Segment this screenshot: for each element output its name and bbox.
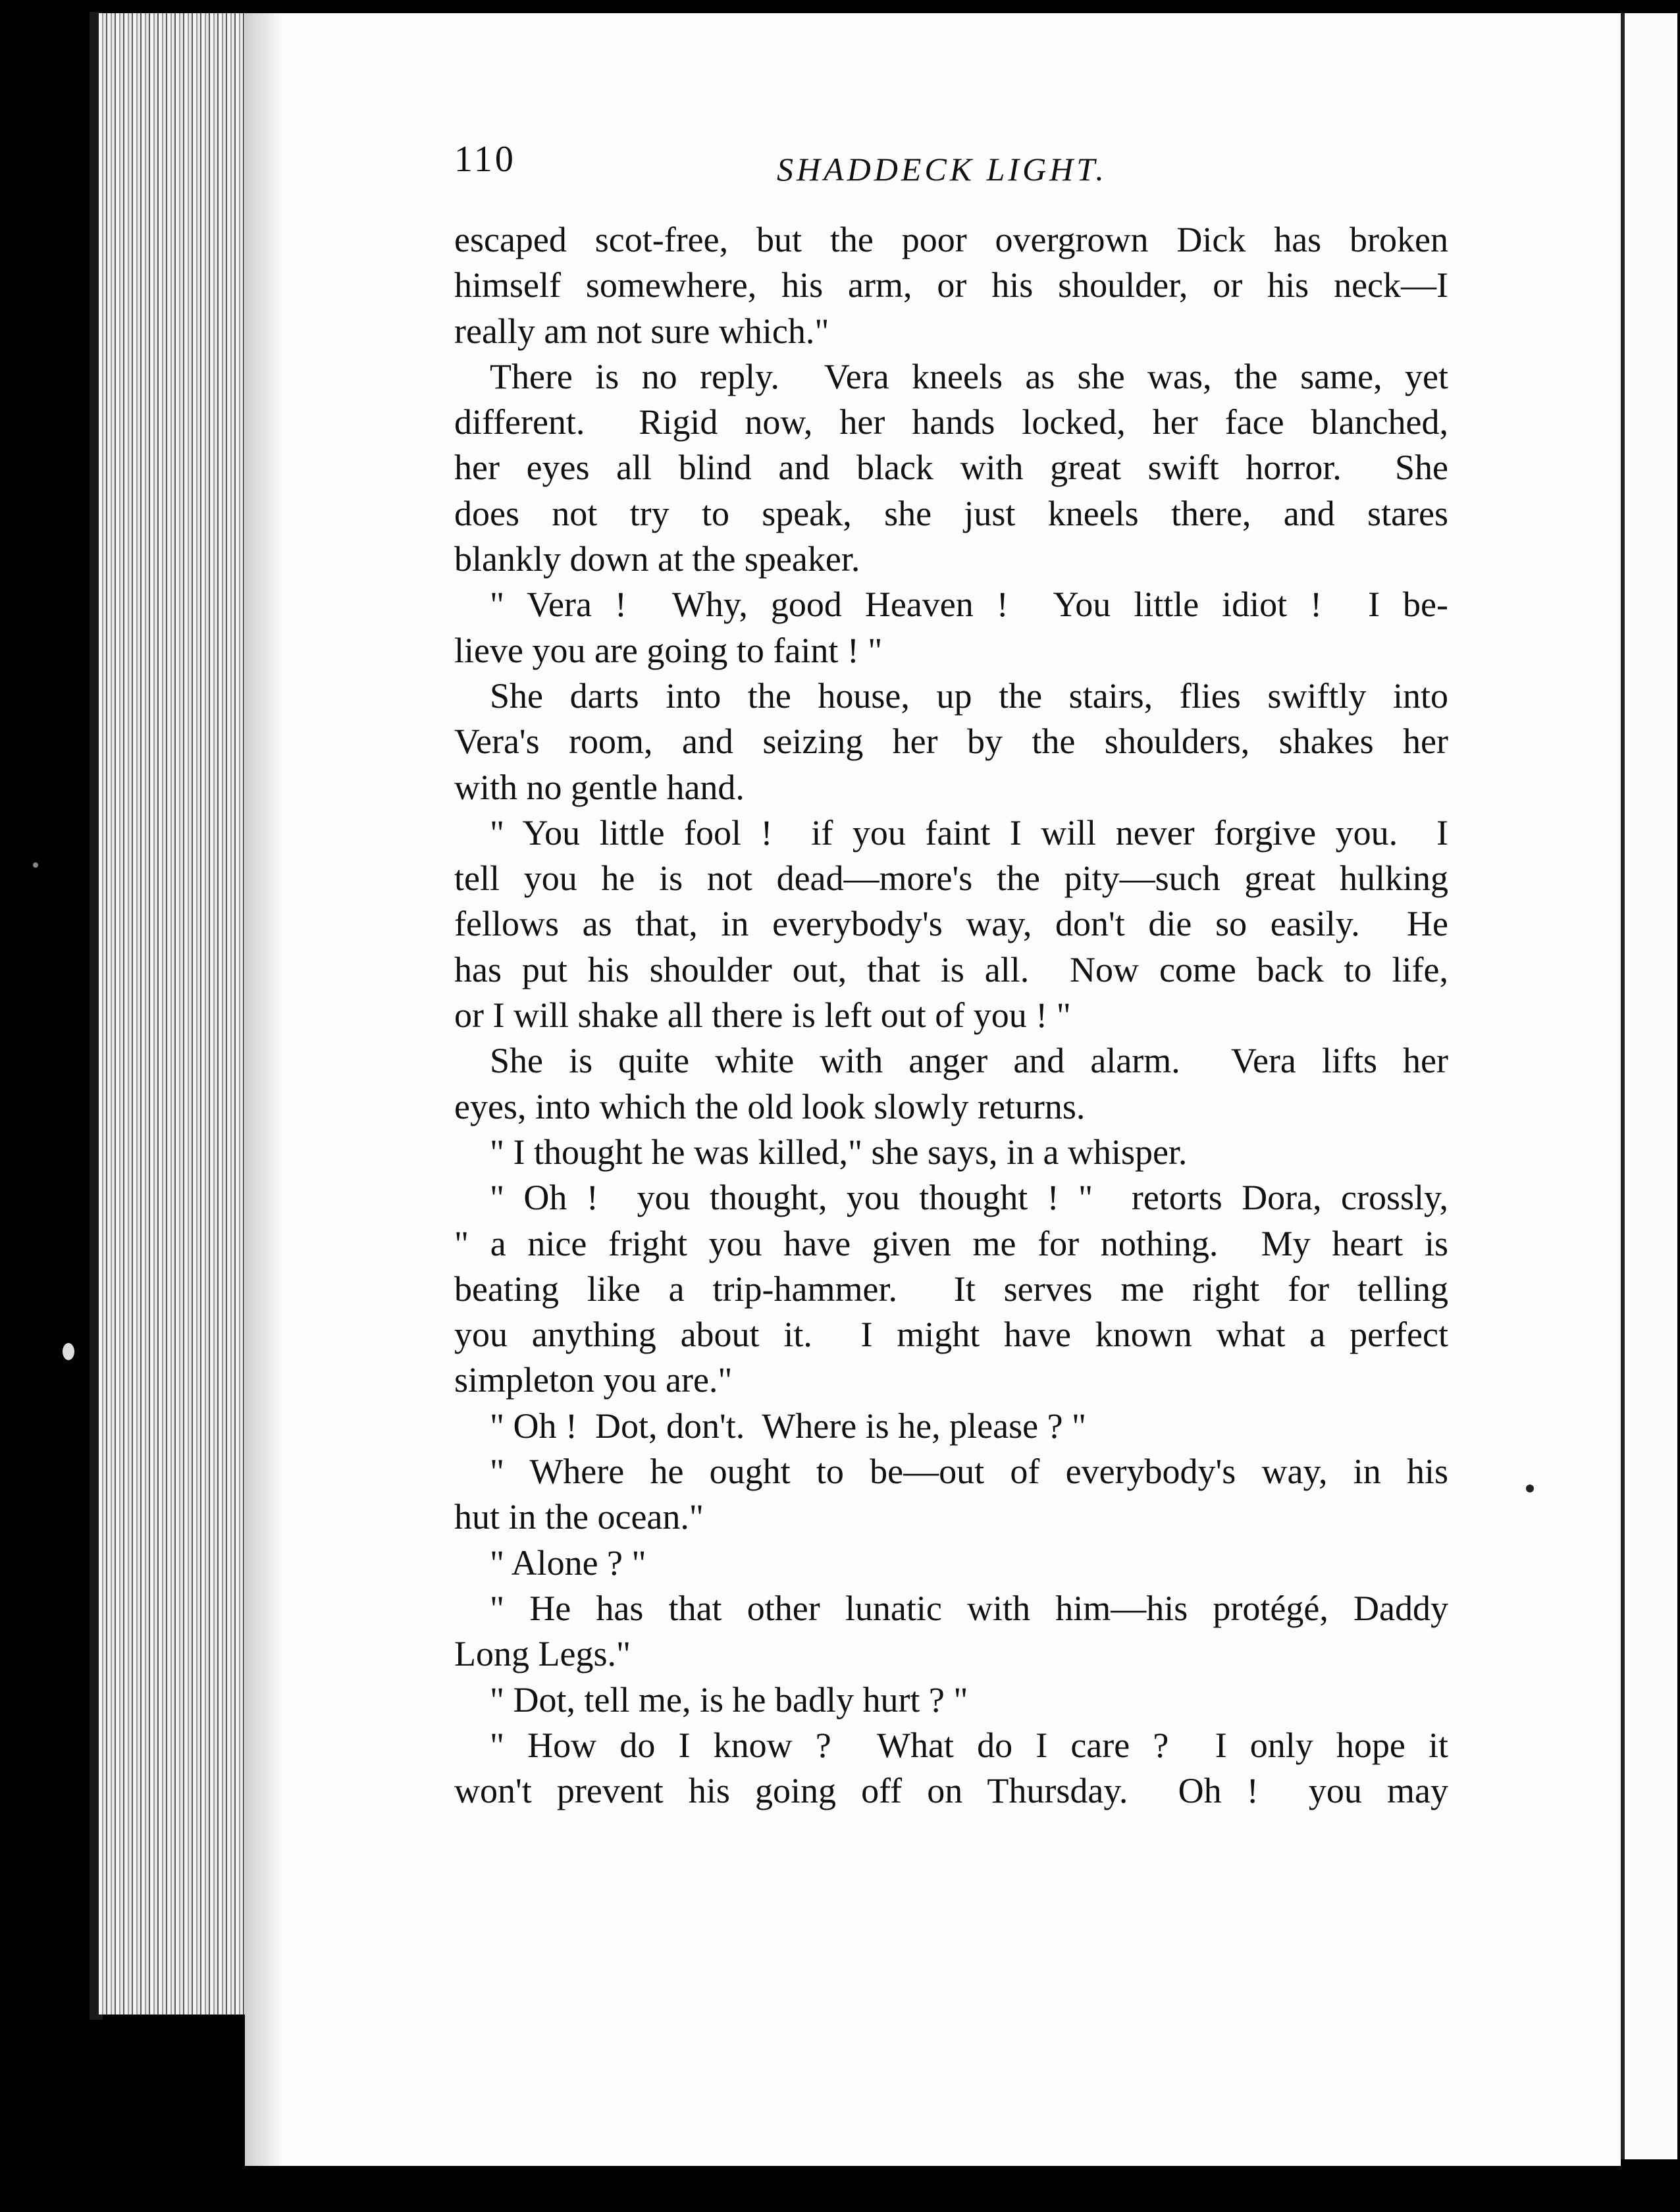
text-line: " You little fool ! if you faint I will never forgive you. I — [490, 812, 1448, 853]
text-line: simpleton you are." — [454, 1360, 733, 1400]
text-line: does not try to speak, she just kneels there, and stares — [454, 493, 1448, 533]
text-line: " Vera ! Why, good Heaven ! You little idiot ! I be- — [490, 585, 1448, 625]
text-line: " a nice fright you have given me for nothing. My heart is — [454, 1223, 1448, 1263]
text-line: beating like a trip-hammer. It serves me right for telling — [454, 1269, 1448, 1309]
text-line: escaped scot-free, but the poor overgrown Dick has broken — [454, 220, 1448, 259]
text-line: Vera's room, and seizing her by the shoulders, shakes her — [454, 722, 1448, 762]
gutter-shadow — [245, 13, 284, 2166]
text-line: There is no reply. Vera kneels as she was, the same, yet — [490, 356, 1448, 396]
text-line: " Oh ! Dot, don't. Where is he, please ? " — [490, 1406, 1087, 1446]
running-head: SHADDECK LIGHT. — [777, 151, 1107, 188]
page-number: 110 — [454, 139, 516, 180]
text-line: She is quite white with anger and alarm. Vera lifts her — [490, 1041, 1448, 1081]
text-line: tell you he is not dead—more's the pity—such great hulking — [454, 858, 1448, 899]
text-line: you anything about it. I might have known what a perfect — [454, 1315, 1448, 1355]
text-line: She darts into the house, up the stairs, flies swiftly into — [490, 675, 1448, 716]
scan-speck — [1526, 1485, 1534, 1492]
text-line: hut in the ocean." — [454, 1497, 704, 1537]
scan-speck — [33, 862, 38, 868]
text-line: " He has that other lunatic with him—his protégé, Daddy — [490, 1588, 1448, 1628]
text-line: " How do I know ? What do I care ? I only hope it — [490, 1725, 1448, 1765]
text-line: with no gentle hand. — [454, 767, 745, 807]
text-line: won't prevent his going off on Thursday. Oh ! you may — [454, 1771, 1448, 1811]
page-header — [0, 138, 1680, 191]
text-line: " Oh ! you thought, you thought ! " retorts Dora, crossly, — [490, 1178, 1448, 1218]
text-line: or I will shake all there is left out of you ! " — [454, 995, 1071, 1036]
page-edges — [99, 13, 250, 2014]
text-line: different. Rigid now, her hands locked, her face blanched, — [454, 402, 1448, 442]
scan-speck — [63, 1343, 74, 1360]
text-line: her eyes all blind and black with great swift horror. She — [454, 448, 1448, 488]
text-line: " I thought he was killed," she says, in a whisper. — [490, 1132, 1188, 1172]
text-line: fellows as that, in everybody's way, don't die so easily. He — [454, 904, 1448, 944]
text-line: " Alone ? " — [490, 1542, 646, 1583]
text-line: " Where he ought to be—out of everybody's way, in his — [490, 1452, 1448, 1492]
facing-page-edge — [1621, 13, 1677, 2159]
text-line: has put his shoulder out, that is all. Now come back to life, — [454, 949, 1448, 989]
text-line: himself somewhere, his arm, or his shoulder, or his neck—I — [454, 265, 1448, 305]
text-line: " Dot, tell me, is he badly hurt ? " — [490, 1679, 968, 1720]
text-line: eyes, into which the old look slowly returns. — [454, 1086, 1086, 1126]
text-line: Long Legs." — [454, 1634, 631, 1674]
text-line: lieve you are going to faint ! " — [454, 630, 883, 670]
text-line: really am not sure which." — [454, 311, 829, 351]
page-body-text — [454, 217, 1448, 1814]
text-line: blankly down at the speaker. — [454, 539, 860, 579]
